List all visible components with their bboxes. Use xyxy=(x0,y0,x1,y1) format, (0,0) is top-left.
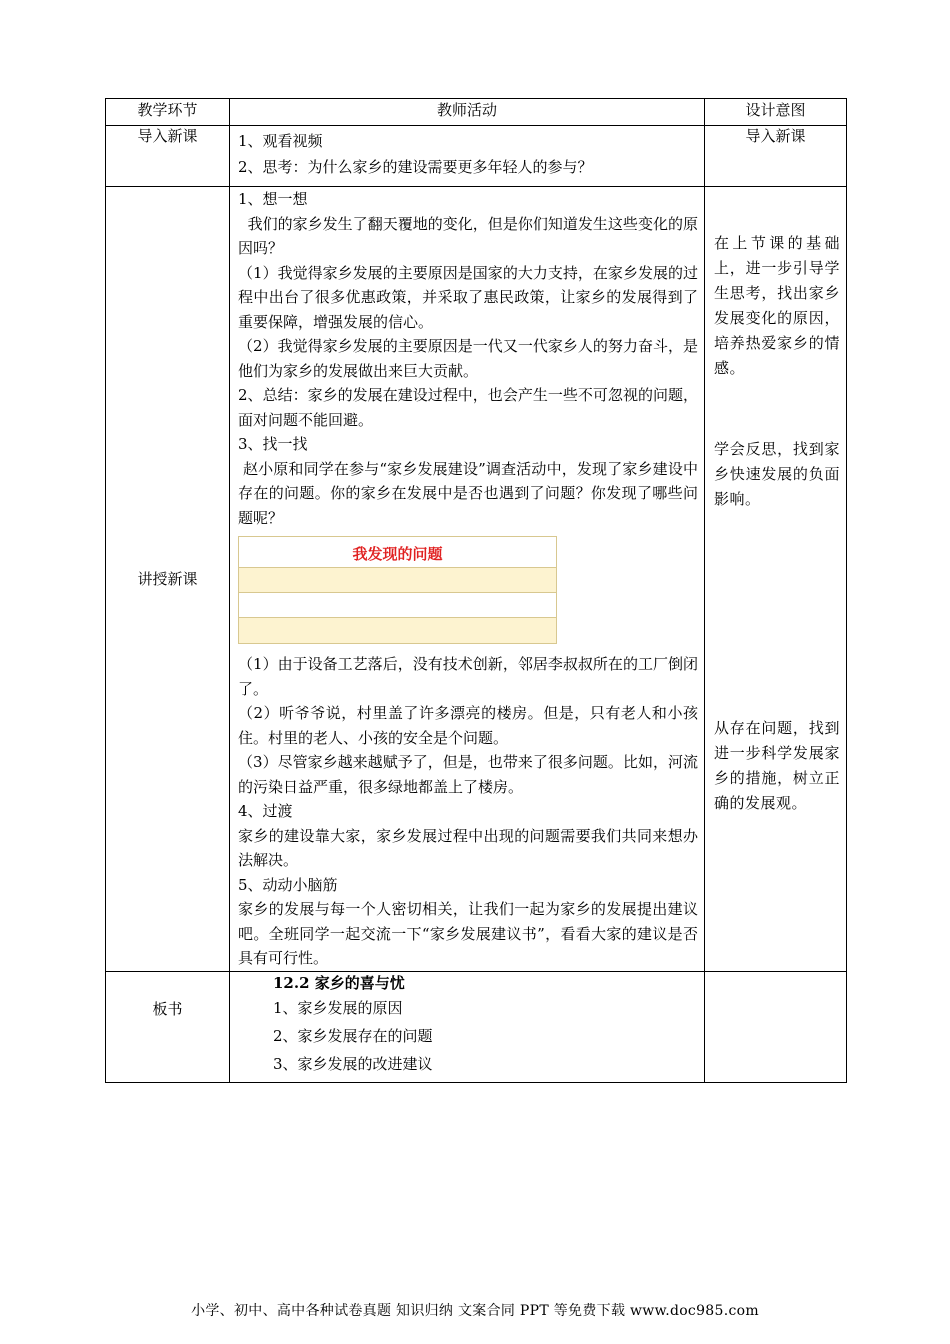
main-activity-12: 家乡的建设靠大家，家乡发展过程中出现的问题需要我们共同来想办法解决。 xyxy=(238,826,698,869)
main-activity-9: （2）听爷爷说，村里盖了许多漂亮的楼房。但是，只有老人和小孩住。村里的老人、小孩的安全是个问题。 xyxy=(238,704,698,747)
intro-stage xyxy=(106,126,230,187)
table-header-row xyxy=(106,99,847,126)
intro-row xyxy=(106,126,847,187)
board-item: 2、家乡发展存在的问题 xyxy=(273,1026,433,1045)
main-activity-13: 5、动动小脑筋 xyxy=(238,875,338,894)
problem-table-row xyxy=(239,593,556,618)
main-activities xyxy=(230,187,705,972)
main-activity-4: （2）我觉得家乡发展的主要原因是一代又一代家乡人的努力奋斗，是他们为家乡的发展做出来巨大贡献。 xyxy=(238,337,698,380)
main-stage-label: 讲授新课 xyxy=(137,570,198,589)
intro-activities xyxy=(230,126,705,187)
problem-table-title: 我发现的问题 xyxy=(239,537,556,568)
main-activity-10: （3）尽管家乡越来越赋予了，但是，也带来了很多问题。比如，河流的污染日益严重，很多绿地都盖上了楼房。 xyxy=(238,753,698,796)
design-note-2: 学会反思，找到家乡快速发展的负面影响。 xyxy=(714,440,840,508)
board-content xyxy=(230,971,705,1082)
board-stage xyxy=(106,971,230,1082)
main-activity-1: 1、想一想 xyxy=(238,190,308,208)
main-activity-7: 赵小原和同学在参与“家乡发展建设”调查活动中，发现了家乡建设中存在的问题。你的家乡在发展中是否也遇到了问题？你发现了哪些问题呢？ xyxy=(238,459,698,527)
design-note-3: 从存在问题，找到进一步科学发展家乡的措施，树立正确的发展观。 xyxy=(714,719,840,812)
intro-activity-1: 1、观看视频 xyxy=(238,132,323,150)
main-activity-11: 4、过渡 xyxy=(238,802,293,820)
main-stage xyxy=(106,187,230,972)
main-activity-5: 2、总结：家乡的发展在建设过程中，也会产生一些不可忽视的问题，面对问题不能回避。 xyxy=(238,386,698,429)
intro-design xyxy=(705,126,847,187)
problem-table-row xyxy=(239,568,556,593)
intro-activity-2: 2、思考：为什么家乡的建设需要更多年轻人的参与？ xyxy=(238,158,593,176)
board-stage-label: 板书 xyxy=(152,999,183,1018)
board-design xyxy=(705,971,847,1082)
lesson-plan-table xyxy=(105,98,847,1083)
intro-design-text: 导入新课 xyxy=(745,127,806,145)
main-activity-6: 3、找一找 xyxy=(238,435,308,453)
main-activity-2: 我们的家乡发生了翻天覆地的变化，但是你们知道发生这些变化的原因吗？ xyxy=(238,214,698,257)
header-stage: 教学环节 xyxy=(106,99,230,126)
board-item: 3、家乡发展的改进建议 xyxy=(273,1054,433,1073)
board-item: 1、家乡发展的原因 xyxy=(273,998,403,1017)
problem-table xyxy=(238,536,557,644)
board-row xyxy=(106,971,847,1082)
design-note-1: 在上节课的基础上，进一步引导学生思考，找出家乡发展变化的原因，培养热爱家乡的情感。 xyxy=(714,234,840,377)
main-activity-8: （1）由于设备工艺落后，没有技术创新，邻居李叔叔所在的工厂倒闭了。 xyxy=(238,655,698,698)
main-design xyxy=(705,187,847,972)
header-activity: 教师活动 xyxy=(230,99,705,126)
main-activity-3: （1）我觉得家乡发展的主要原因是国家的大力支持，在家乡发展的过程中出台了很多优惠政策，并采取了惠民政策，让家乡的发展得到了重要保障，增强发展的信心。 xyxy=(238,263,698,331)
board-title: 12.2 家乡的喜与忧 xyxy=(273,973,405,992)
header-design: 设计意图 xyxy=(705,99,847,126)
board-outline xyxy=(230,972,704,1078)
main-activity-14: 家乡的发展与每一个人密切相关，让我们一起为家乡的发展提出建议吧。全班同学一起交流一下“家乡发展建议书”，看看大家的建议是否具有可行性。 xyxy=(238,900,698,967)
problem-table-row xyxy=(239,618,556,643)
main-row xyxy=(106,187,847,972)
intro-stage-label: 导入新课 xyxy=(137,127,198,145)
page-footer: 小学、初中、高中各种试卷真题 知识归纳 文案合同 PPT 等免费下载 www.doc985.com xyxy=(191,1303,759,1319)
